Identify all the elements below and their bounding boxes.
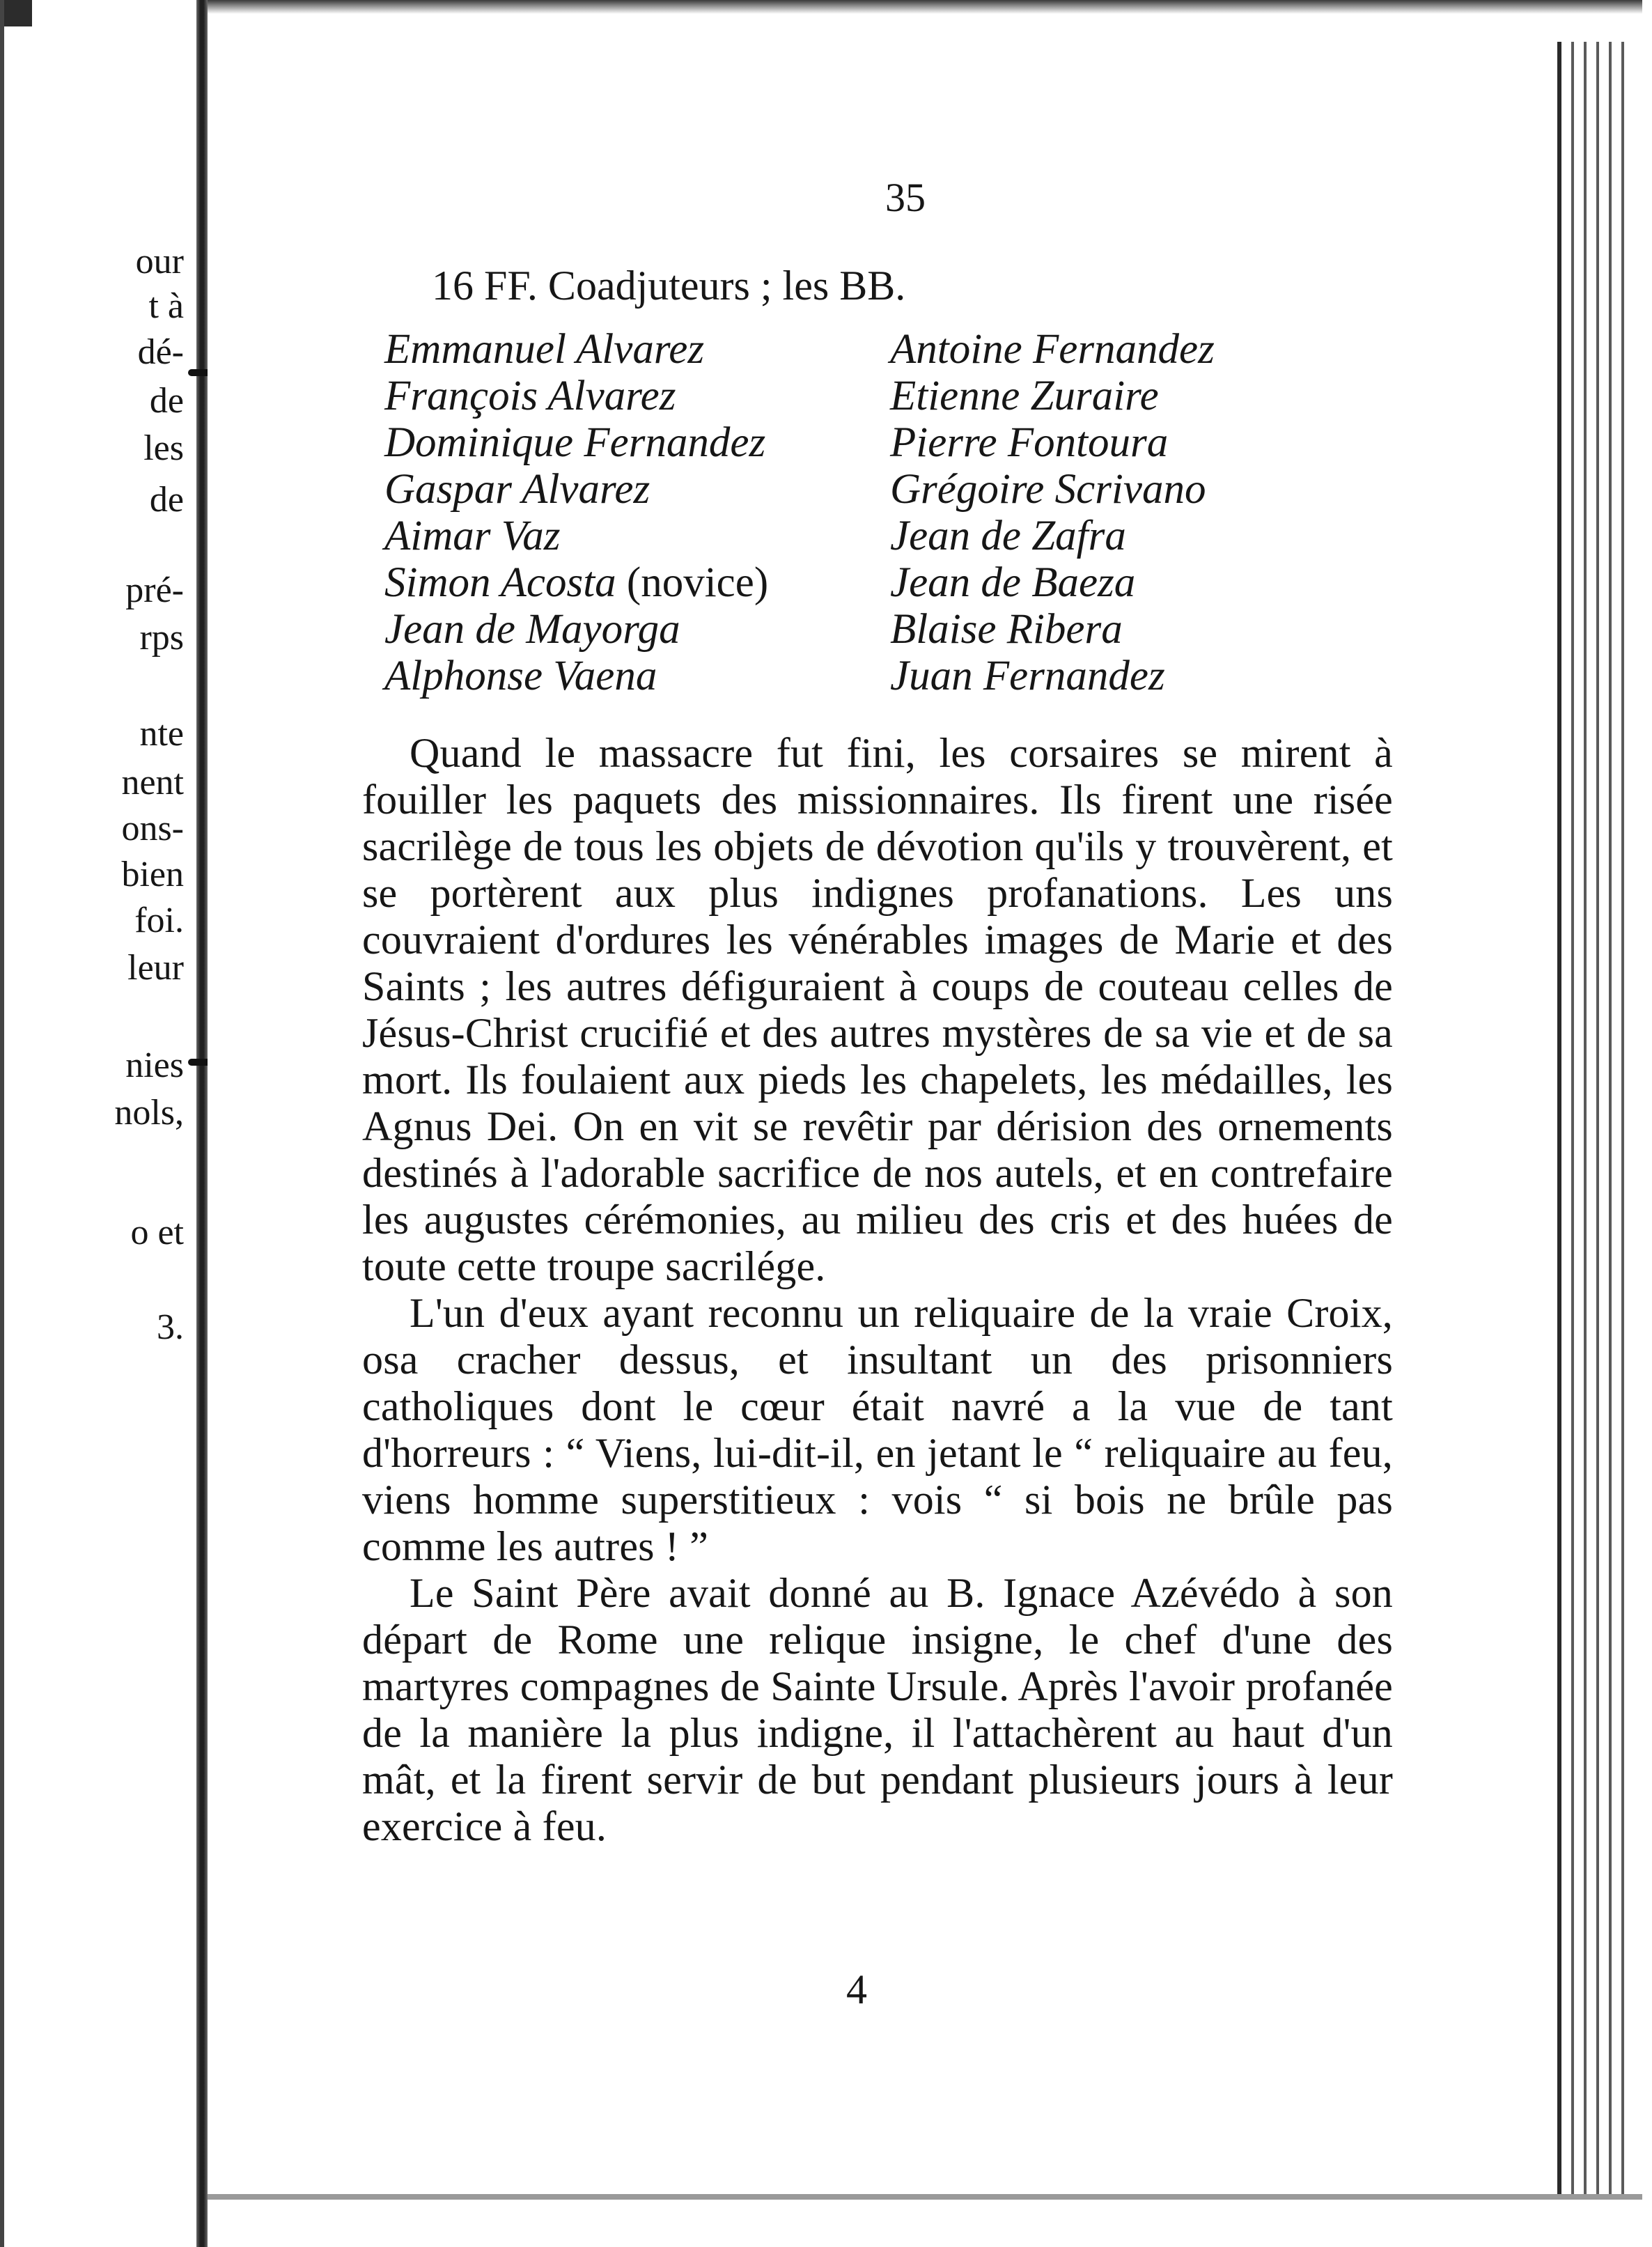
name-entry: Pierre Fontoura bbox=[890, 419, 1169, 466]
left-fragment: nols, bbox=[114, 1093, 184, 1133]
left-fragment: pré- bbox=[125, 570, 184, 610]
left-edge-shadow bbox=[0, 0, 4, 2247]
name-entry: Alphonse Vaena bbox=[384, 653, 657, 699]
left-fragment: leur bbox=[127, 948, 184, 988]
paragraph: Quand le massacre fut fini, les corsaires se mirent à fouiller les paquets des missionnaires. Ils firent une risée sacrilège de tous les objets de dévotion qu'ils y trouvèrent, et se portèrent aux plus indignes profanations. Les uns couvraient d'ordures les vénérables images de Marie et des Saints ; les autres défiguraient à coups de couteau celles de Jésus-Christ crucifié et des autres mystères de sa vie et de sa mort. Ils foulaient aux pieds les chapelets, les médailles, les Agnus Dei. On en vit se revêtir par dérision des ornements destinés à l'adorable sacrifice de nos autels, et en contrefaire les augustes cérémonies, au milieu des cris et des huées de toute cette troupe sacrilége. bbox=[362, 730, 1393, 1289]
left-fragment: de bbox=[149, 381, 184, 421]
name-entry: Grégoire Scrivano bbox=[890, 466, 1206, 513]
left-fragment: nte bbox=[139, 714, 184, 754]
left-fragment: les bbox=[143, 428, 184, 468]
name-entry: Blaise Ribera bbox=[890, 606, 1123, 653]
paragraph: L'un d'eux ayant reconnu un reliquaire de la vraie Croix, osa cracher dessus, et insultant un des prisonniers catholiques dont le cœur était navré a la vue de tant d'horreurs : “ Viens, lui-dit-il, en jetant le “ reliquaire au feu, viens homme superstitieux : vois “ si bois ne brûle pas comme les autres ! ” bbox=[362, 1290, 1393, 1569]
name-entry: Antoine Fernandez bbox=[890, 326, 1215, 373]
name-entry: François Alvarez bbox=[384, 373, 676, 419]
left-fragment: dé- bbox=[137, 332, 184, 372]
stacked-page-edges bbox=[1557, 42, 1628, 2194]
torn-corner bbox=[4, 0, 32, 26]
left-fragment: t à bbox=[148, 286, 184, 326]
names-list-left bbox=[384, 326, 768, 699]
left-fragment: nent bbox=[121, 763, 184, 802]
left-fragment: o et bbox=[130, 1213, 184, 1252]
left-fragment: rps bbox=[139, 618, 184, 658]
name-entry: Simon Acosta (novice) bbox=[384, 559, 769, 606]
name-entry: Emmanuel Alvarez bbox=[384, 326, 705, 373]
left-fragment: foi. bbox=[134, 901, 184, 940]
left-fragment: our bbox=[135, 242, 184, 281]
name-entry: Jean de Baeza bbox=[890, 559, 1136, 606]
paragraph: Le Saint Père avait donné au B. Ignace Azévédo à son départ de Rome une relique insigne, le chef d'une des martyres compagnes de Sainte Ursule. Après l'avoir profanée de la manière la plus indigne, il l'attachèrent au haut d'un mât, et la firent servir de but pendant plusieurs jours à leur exercice à feu. bbox=[362, 1570, 1393, 1849]
names-list-right bbox=[890, 326, 1215, 699]
left-facing-page bbox=[0, 0, 196, 2247]
left-fragment: 3. bbox=[157, 1307, 184, 1347]
page-top-edge bbox=[208, 0, 1642, 14]
name-entry: Juan Fernandez bbox=[890, 653, 1165, 699]
book-gutter bbox=[196, 0, 208, 2247]
page-number: 35 bbox=[885, 175, 926, 220]
novice-note: (novice) bbox=[616, 559, 769, 606]
signature-mark: 4 bbox=[846, 1966, 867, 2012]
name-entry: Jean de Zafra bbox=[890, 513, 1126, 559]
section-heading: 16 FF. Coadjuteurs ; les BB. bbox=[432, 263, 906, 309]
body-text bbox=[362, 730, 1393, 1850]
name-entry: Gaspar Alvarez bbox=[384, 466, 650, 513]
name-entry: Etienne Zuraire bbox=[890, 373, 1159, 419]
left-fragment: bien bbox=[121, 855, 184, 894]
name-entry: Dominique Fernandez bbox=[384, 419, 766, 466]
left-fragment: ons- bbox=[121, 809, 184, 848]
page-bottom-edge bbox=[208, 2194, 1642, 2200]
name-entry: Aimar Vaz bbox=[384, 513, 561, 559]
name-entry: Jean de Mayorga bbox=[384, 606, 680, 653]
left-fragment: nies bbox=[125, 1045, 184, 1085]
left-fragment: de bbox=[149, 480, 184, 520]
